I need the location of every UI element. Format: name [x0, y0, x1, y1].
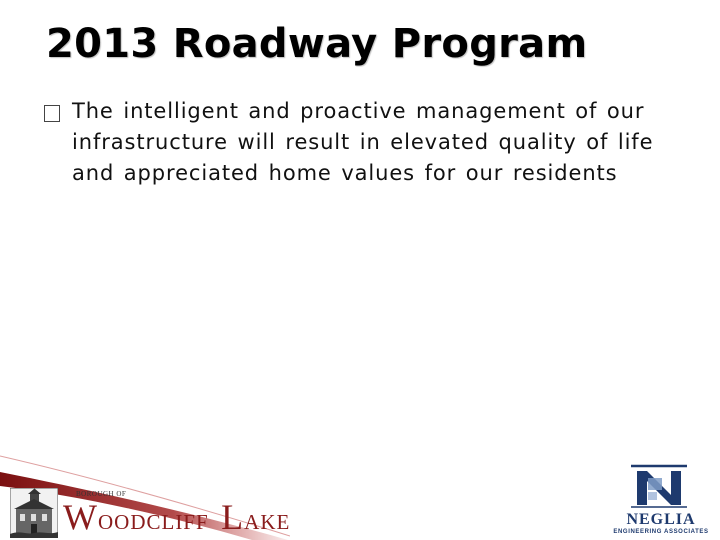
- footer: [0, 450, 720, 540]
- neglia-wordmark: NEGLIA: [626, 511, 696, 528]
- bullet-item: [44, 96, 684, 189]
- bullet-box-icon: [44, 105, 60, 122]
- bullet-list: [44, 96, 684, 189]
- woodcliff-lake-wordmark: WOODCLIFF LAKE: [63, 497, 291, 537]
- slide-title: 2013 Roadway Program: [46, 21, 588, 67]
- neglia-n-mark-icon: [629, 462, 689, 512]
- neglia-subtitle: ENGINEERING ASSOCIATES: [613, 529, 709, 535]
- neglia-logo: [606, 462, 716, 538]
- woodcliff-lake-logo: [10, 488, 291, 538]
- borough-hall-icon: [10, 488, 58, 538]
- bullet-text: The intelligent and proactive management of our infrastructure will result in elevated quality of life and appreciated home values for our residents: [72, 99, 654, 185]
- borough-label: BOROUGH OF: [76, 490, 127, 498]
